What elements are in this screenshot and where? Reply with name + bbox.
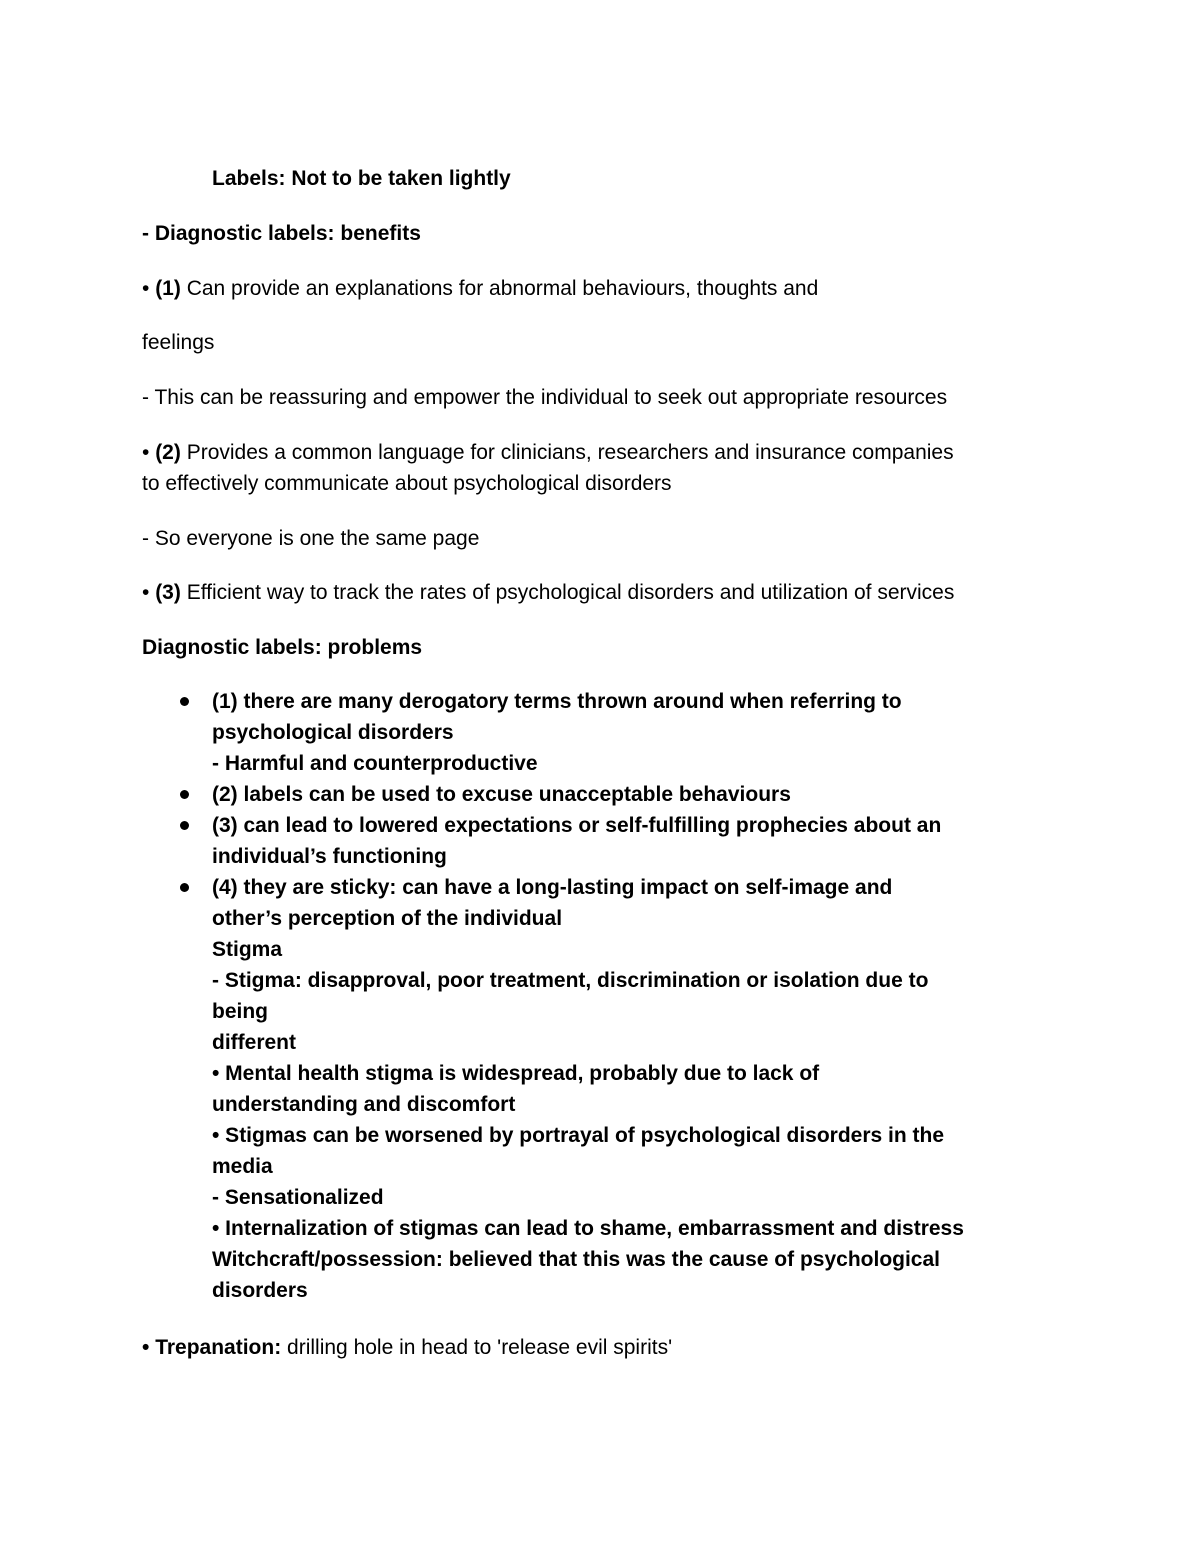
- bullet-marker: •: [142, 1336, 156, 1359]
- benefit-text: Provides a common language for clinicians, researchers and insurance companies: [180, 441, 954, 464]
- list-item-line: individual’s functioning: [212, 845, 447, 868]
- list-item: [142, 810, 964, 872]
- bullet-dot-icon: [180, 790, 189, 799]
- benefits-heading: - Diagnostic labels: benefits: [142, 222, 421, 245]
- list-item-line: - Sensationalized: [212, 1186, 384, 1209]
- list-item-line: • Internalization of stigmas can lead to shame, embarrassment and distress: [212, 1217, 964, 1240]
- benefit-item-2: [142, 440, 954, 466]
- list-item-line: psychological disorders: [212, 721, 454, 744]
- bullet-dot-icon: [180, 883, 189, 892]
- bullet-marker: •: [142, 441, 156, 464]
- benefit-item-1-sub: - This can be reassuring and empower the individual to seek out appropriate resources: [142, 386, 948, 409]
- benefit-text: Can provide an explanations for abnormal behaviours, thoughts and: [180, 277, 819, 300]
- trepanation-term: Trepanation:: [155, 1336, 282, 1359]
- list-item-line: (4) they are sticky: can have a long-lasting impact on self-image and: [212, 876, 893, 899]
- benefit-item-3: [142, 580, 954, 606]
- benefit-number: (2): [155, 441, 181, 464]
- trepanation-text: drilling hole in head to 'release evil spirits': [281, 1336, 673, 1359]
- list-item-line: • Stigmas can be worsened by portrayal of psychological disorders in the: [212, 1124, 945, 1147]
- list-item: [142, 686, 964, 779]
- trepanation-item: [142, 1335, 672, 1361]
- list-item-line: other’s perception of the individual: [212, 907, 563, 930]
- document-title: Labels: Not to be taken lightly: [212, 167, 511, 190]
- problems-heading: Diagnostic labels: problems: [142, 636, 423, 659]
- list-item-line: Witchcraft/possession: believed that this was the cause of psychological: [212, 1248, 940, 1271]
- list-item-line: understanding and discomfort: [212, 1093, 516, 1116]
- list-item-line: (3) can lead to lowered expectations or self-fulfilling prophecies about an: [212, 814, 942, 837]
- bullet-marker: •: [142, 581, 156, 604]
- benefit-number: (3): [155, 581, 181, 604]
- list-item: [142, 779, 964, 810]
- benefit-item-1: [142, 276, 818, 302]
- benefit-item-2-sub: - So everyone is one the same page: [142, 527, 480, 550]
- problems-list: [142, 686, 964, 1306]
- list-item-line: being: [212, 1000, 268, 1023]
- bullet-dot-icon: [180, 697, 189, 706]
- list-item-line: (2) labels can be used to excuse unacceptable behaviours: [212, 783, 791, 806]
- stigma-heading: Stigma: [212, 938, 283, 961]
- list-item-line: media: [212, 1155, 273, 1178]
- list-item: [142, 872, 964, 1306]
- list-item-line: • Mental health stigma is widespread, probably due to lack of: [212, 1062, 820, 1085]
- benefit-text: Efficient way to track the rates of psychological disorders and utilization of services: [180, 581, 955, 604]
- bullet-dot-icon: [180, 821, 189, 830]
- list-item-line: different: [212, 1031, 296, 1054]
- benefit-number: (1): [155, 277, 181, 300]
- benefit-item-2-continuation: to effectively communicate about psychological disorders: [142, 472, 672, 495]
- bullet-marker: •: [142, 277, 156, 300]
- benefit-item-1-continuation: feelings: [142, 331, 215, 354]
- list-item-line: - Stigma: disapproval, poor treatment, discrimination or isolation due to: [212, 969, 929, 992]
- list-item-line: disorders: [212, 1279, 308, 1302]
- list-item-line: (1) there are many derogatory terms thrown around when referring to: [212, 690, 902, 713]
- list-item-line: - Harmful and counterproductive: [212, 752, 538, 775]
